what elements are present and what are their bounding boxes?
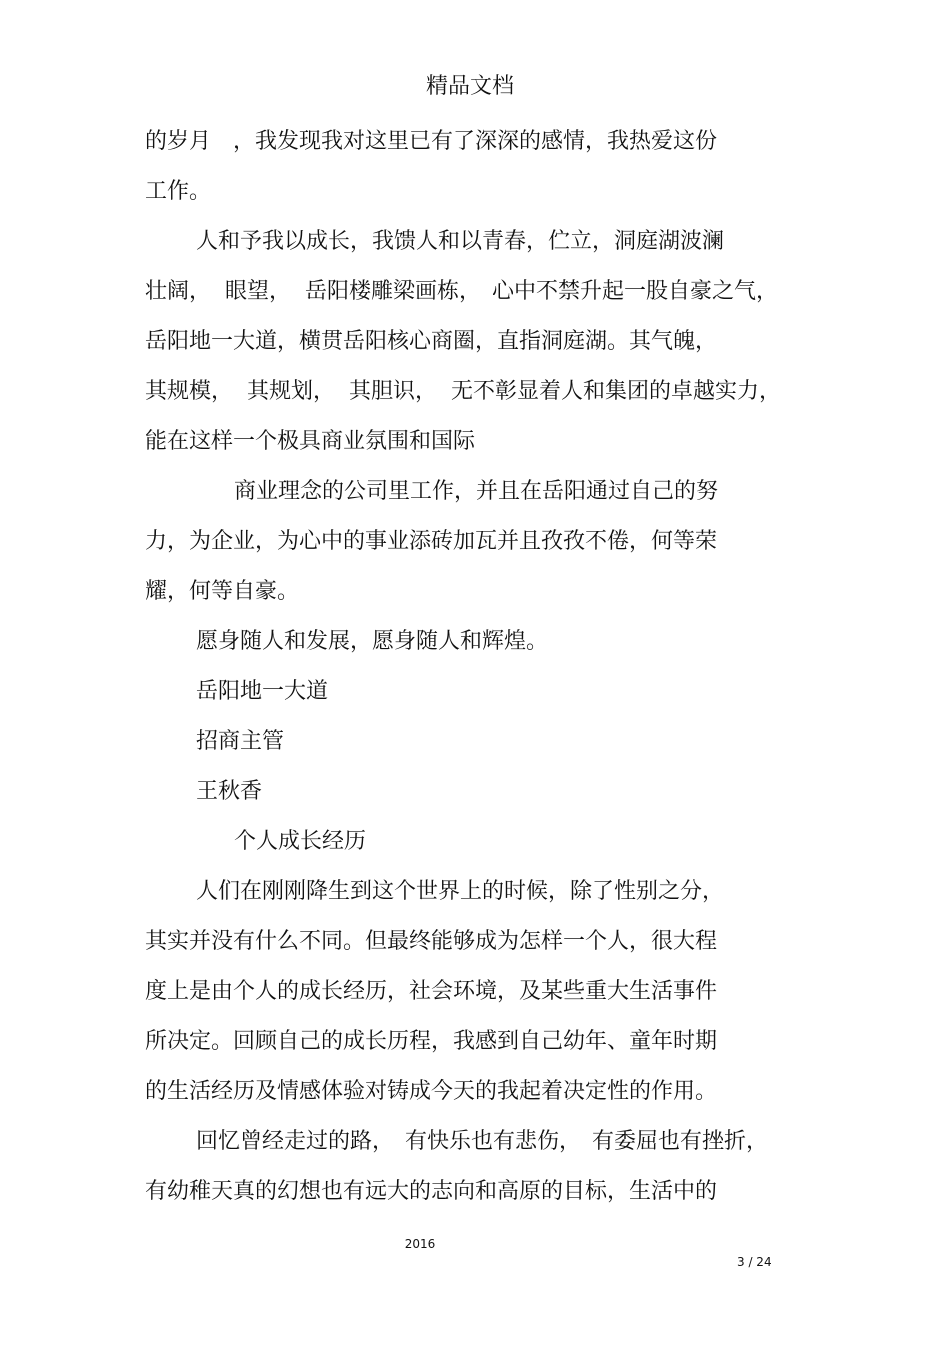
- body-line: 商业理念的公司里工作，并且在岳阳通过自己的努: [234, 479, 719, 504]
- body-line: 其规模， 其规划， 其胆识， 无不彰显着人和集团的卓越实力，: [145, 379, 781, 404]
- page-number: 3 / 24: [737, 1255, 772, 1269]
- body-line: 能在这样一个极具商业氛围和国际: [145, 429, 476, 454]
- body-line: 的岁月 ，我发现我对这里已有了深深的感情，我热爱这份: [145, 129, 718, 154]
- body-line: 人们在刚刚降生到这个世界上的时候，除了性别之分，: [196, 879, 725, 904]
- body-line: 的生活经历及情感体验对铸成今天的我起着决定性的作用。: [145, 1079, 718, 1104]
- body-line: 岳阳地一大道，横贯岳阳核心商圈，直指洞庭湖。其气魄，: [145, 329, 718, 354]
- body-line: 回忆曾经走过的路， 有快乐也有悲伤， 有委屈也有挫折，: [196, 1129, 769, 1154]
- body-line: 耀，何等自豪。: [145, 579, 300, 604]
- body-line: 有幼稚天真的幻想也有远大的志向和高原的目标，生活中的: [145, 1179, 718, 1204]
- body-line: 岳阳地一大道: [196, 679, 329, 704]
- page-header-title: 精品文档: [425, 74, 514, 99]
- body-line: 力，为企业，为心中的事业添砖加瓦并且孜孜不倦，何等荣: [145, 529, 718, 554]
- body-line: 人和予我以成长，我馈人和以青春，伫立，洞庭湖波澜: [196, 229, 725, 254]
- body-line: 所决定。回顾自己的成长历程，我感到自己幼年、童年时期: [145, 1029, 718, 1054]
- body-line: 其实并没有什么不同。但最终能够成为怎样一个人，很大程: [145, 929, 718, 954]
- body-line: 招商主管: [196, 729, 285, 754]
- body-line: 王秋香: [196, 779, 263, 804]
- body-line: 壮阔， 眼望， 岳阳楼雕梁画栋， 心中不禁升起一股自豪之气，: [145, 279, 778, 304]
- body-line: 工作。: [145, 179, 212, 204]
- body-line: 度上是由个人的成长经历，社会环境，及某些重大生活事件: [145, 979, 718, 1004]
- body-line: 愿身随人和发展，愿身随人和辉煌。: [196, 629, 549, 654]
- footer-year: 2016: [404, 1237, 436, 1251]
- section-heading: 个人成长经历: [234, 829, 367, 854]
